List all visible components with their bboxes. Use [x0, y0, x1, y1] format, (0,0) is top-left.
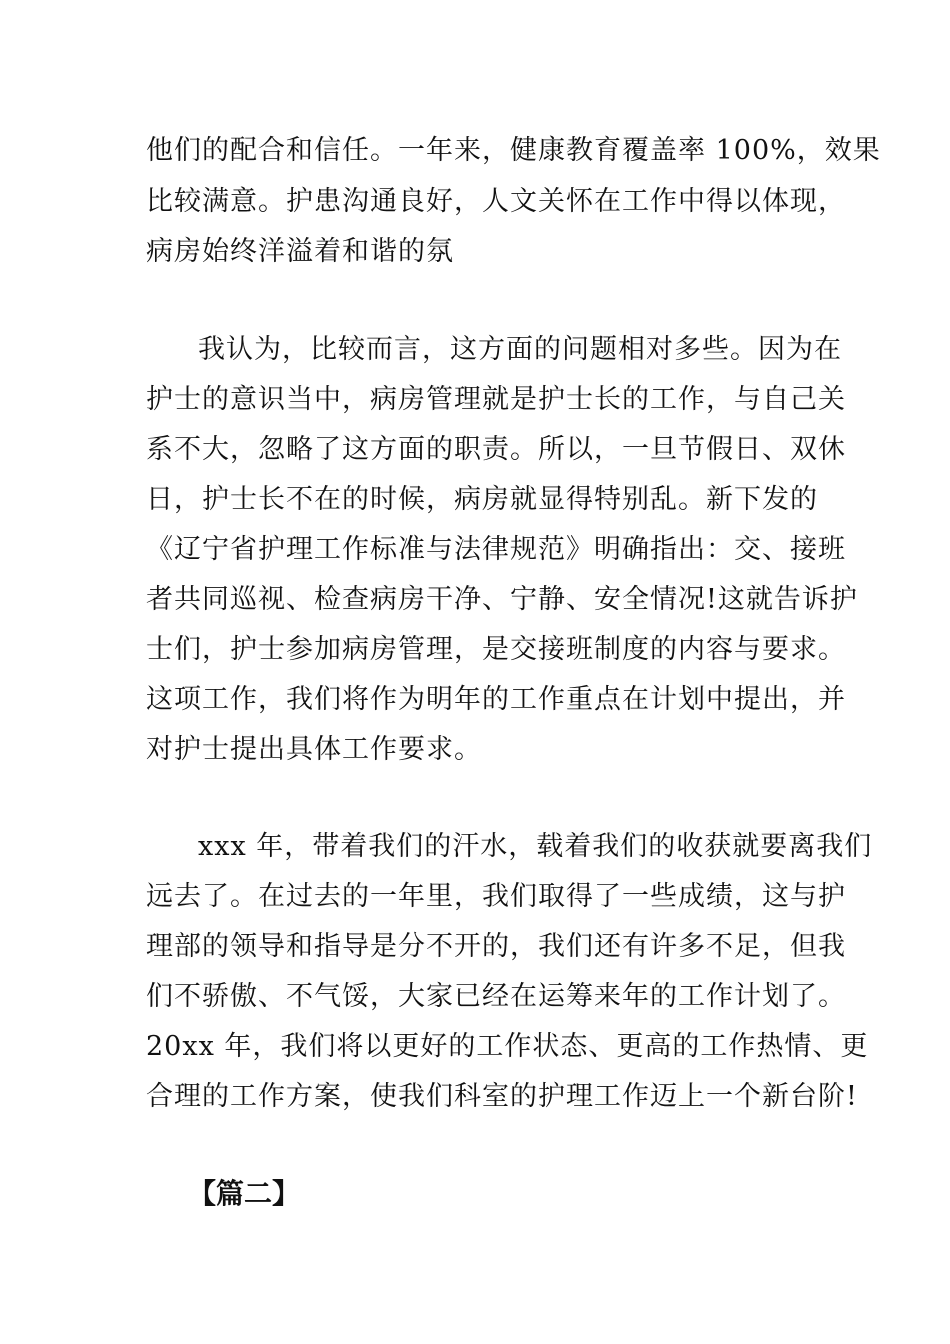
paragraph-3-line-4: 们不骄傲、不气馁，大家已经在运筹来年的工作计划了。 — [146, 981, 846, 1012]
paragraph-2-line-2: 护士的意识当中，病房管理就是护士长的工作，与自己关 — [146, 384, 846, 415]
paragraph-3-line-5: 20xx 年，我们将以更好的工作状态、更高的工作热情、更 — [146, 1031, 869, 1062]
paragraph-2-line-9: 对护士提出具体工作要求。 — [146, 734, 482, 765]
paragraph-3-line-2: 远去了。在过去的一年里，我们取得了一些成绩，这与护 — [146, 881, 846, 912]
paragraph-2-line-3: 系不大，忽略了这方面的职责。所以，一旦节假日、双休 — [146, 434, 846, 465]
paragraph-3-line-3: 理部的领导和指导是分不开的，我们还有许多不足，但我 — [146, 931, 846, 962]
paragraph-3-line-1: xxx 年，带着我们的汗水，载着我们的收获就要离我们 — [198, 831, 873, 862]
paragraph-1-line-2: 比较满意。护患沟通良好，人文关怀在工作中得以体现， — [146, 186, 846, 217]
paragraph-2-line-8: 这项工作，我们将作为明年的工作重点在计划中提出，并 — [146, 684, 846, 715]
section-heading: 【篇二】 — [188, 1177, 301, 1210]
paragraph-2-line-1: 我认为，比较而言，这方面的问题相对多些。因为在 — [198, 334, 842, 365]
paragraph-1-line-3: 病房始终洋溢着和谐的氛 — [146, 236, 454, 267]
paragraph-2-line-7: 士们，护士参加病房管理，是交接班制度的内容与要求。 — [146, 634, 846, 665]
paragraph-2-line-6: 者共同巡视、检查病房干净、宁静、安全情况!这就告诉护 — [146, 584, 858, 615]
paragraph-1-line-1: 他们的配合和信任。一年来，健康教育覆盖率 100%，效果 — [146, 135, 881, 166]
paragraph-3-line-6: 合理的工作方案，使我们科室的护理工作迈上一个新台阶! — [146, 1081, 858, 1112]
paragraph-2-line-4: 日，护士长不在的时候，病房就显得特别乱。新下发的 — [146, 484, 818, 515]
paragraph-2-line-5: 《辽宁省护理工作标准与法律规范》明确指出：交、接班 — [146, 534, 846, 565]
